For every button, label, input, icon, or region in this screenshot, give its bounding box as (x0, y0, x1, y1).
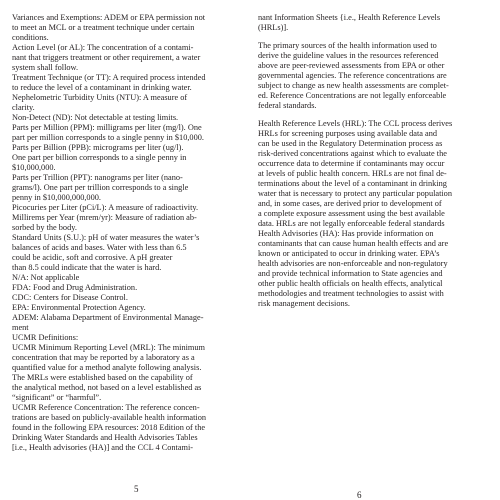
text-line: conditions. (12, 33, 49, 42)
text-line: methodologies and treatment technologies to assist with (258, 289, 444, 298)
text-line: trations are based on publicly-available health information (12, 413, 206, 422)
text-line: health advisories are non-enforceable and non-regulatory (258, 259, 448, 268)
text-line: HRLs for screening purposes using available data and (258, 129, 438, 138)
text-line: to reduce the level of a contaminant in drinking water. (12, 83, 192, 92)
text-line: ment (12, 323, 29, 332)
text-line: Parts per Million (PPM): milligrams per liter (mg/l). One (12, 123, 202, 132)
text-line: other public health officials on health effects, analytical (258, 279, 443, 288)
text-line: Picocuries per Liter (pCi/L): A measure of radioactivity. (12, 203, 199, 212)
text-line: EPA: Environmental Protection Agency. (12, 303, 146, 312)
text-line: found in the following EPA resources: 2018 Edition of the (12, 423, 206, 432)
text-line: CDC: Centers for Disease Control. (12, 293, 128, 302)
paragraph-hrl (258, 119, 486, 309)
page-number: 5 (134, 484, 139, 494)
text-line: The primary sources of the health information used to (258, 41, 437, 50)
health-info-column (258, 13, 486, 309)
text-line: subject to change as new health assessments are complet- (258, 81, 449, 90)
text-line: derive the guideline values in the resources referenced (258, 51, 439, 60)
text-line: at levels of public health concern. HRLs are not final de- (258, 169, 447, 178)
text-line: Parts per Trillion (PPT): nanograms per liter (nano- (12, 173, 183, 182)
text-line: Treatment Technique (or TT): A required process intended (12, 73, 206, 82)
text-line: known or anticipated to occur in drinking water. EPA’s (258, 249, 440, 258)
paragraph-sources (258, 41, 486, 111)
text-line: penny in $10,000,000,000. (12, 193, 101, 202)
text-line: (HRLs)]. (258, 23, 289, 32)
text-line: above are peer-reviewed assessments from EPA or other (258, 61, 445, 70)
text-line: data. HRLs are not legally enforceable federal standards (258, 219, 445, 228)
definitions-column (12, 13, 240, 453)
text-line: Non-Detect (ND): Not detectable at testing limits. (12, 113, 179, 122)
text-line: “significant” or “harmful”. (12, 393, 102, 402)
text-line: [i.e., Health advisories (HA)] and the CCL 4 Contami- (12, 443, 194, 452)
text-line: FDA: Food and Drug Administration. (12, 283, 138, 292)
text-line: risk-derived concentrations against which to evaluate the (258, 149, 447, 158)
text-line: concentration that may be reported by a laboratory as a (12, 353, 195, 362)
text-line: terminations about the level of a contaminant in drinking (258, 179, 447, 188)
page-6 (250, 0, 500, 500)
text-line: clarity. (12, 103, 35, 112)
text-line: and, in some cases, are derived prior to development of (258, 199, 442, 208)
paragraph-continuation (258, 13, 486, 33)
text-line: Drinking Water Standards and Health Advisories Tables (12, 433, 198, 442)
text-line: system shall follow. (12, 63, 79, 72)
text-line: Standard Units (S.U.): pH of water measures the water’s (12, 233, 200, 242)
text-line: Health Advisories (HA): Has provide information on (258, 229, 434, 238)
text-line: UCMR Reference Concentration: The reference concen- (12, 403, 200, 412)
text-line: $10,000,000. (12, 163, 56, 172)
page-number: 6 (357, 490, 362, 500)
text-line: the analytical method, not based on a level established as (12, 383, 202, 392)
text-line: N/A: Not applicable (12, 273, 80, 282)
text-line: nant Information Sheets {i.e., Health Reference Levels (258, 13, 441, 22)
text-line: Variances and Exemptions: ADEM or EPA permission not (12, 13, 206, 22)
text-line: UCMR Definitions: (12, 333, 79, 342)
text-line: Parts per Billion (PPB): micrograms per liter (ug/l). (12, 143, 184, 152)
text-line: quantified value for a method analyte following analysis. (12, 363, 202, 372)
text-line: than 8.5 could indicate that the water is hard. (12, 263, 162, 272)
text-line: Action Level (or AL): The concentration of a contami- (12, 43, 194, 52)
text-line: federal standards. (258, 101, 317, 110)
text-line: part per million corresponds to a single penny in $10,000. (12, 133, 204, 142)
text-line: The MRLs were established based on the capability of (12, 373, 193, 382)
text-line: water that is necessary to protect any particular population (258, 189, 452, 198)
text-line: to meet an MCL or a treatment technique under certain (12, 23, 195, 32)
text-line: contaminants that can cause human health effects and are (258, 239, 449, 248)
text-line: and provide technical information to State agencies and (258, 269, 443, 278)
text-line: sorbed by the body. (12, 223, 77, 232)
text-line: nant that triggers treatment or other requirement, a water (12, 53, 201, 62)
text-line: occurrence data to determine if contaminants may occur (258, 159, 445, 168)
text-line: could be acidic, soft and corrosive. A pH greater (12, 253, 173, 262)
text-line: Millirems per Year (mrem/yr): Measure of radiation ab- (12, 213, 197, 222)
text-line: governmental agencies. The reference concentrations are (258, 71, 447, 80)
text-line: risk management decisions. (258, 299, 350, 308)
text-line: balances of acids and bases. Water with less than 6.5 (12, 243, 187, 252)
text-line: ADEM: Alabama Department of Environmental Manage- (12, 313, 204, 322)
text-line: grams/l). One part per trillion corresponds to a single (12, 183, 189, 192)
text-line: UCMR Minimum Reporting Level (MRL): The minimum (12, 343, 205, 352)
text-line: a complete exposure assessment using the best available (258, 209, 445, 218)
text-line: One part per billion corresponds to a single penny in (12, 153, 187, 162)
text-line: can be used in the Regulatory Determination process as (258, 139, 443, 148)
text-line: ed. Reference Concentrations are not legally enforceable (258, 91, 447, 100)
text-line: Nephelometric Turbidity Units (NTU): A measure of (12, 93, 188, 102)
text-line: Health Reference Levels (HRL): The CCL process derives (258, 119, 453, 128)
